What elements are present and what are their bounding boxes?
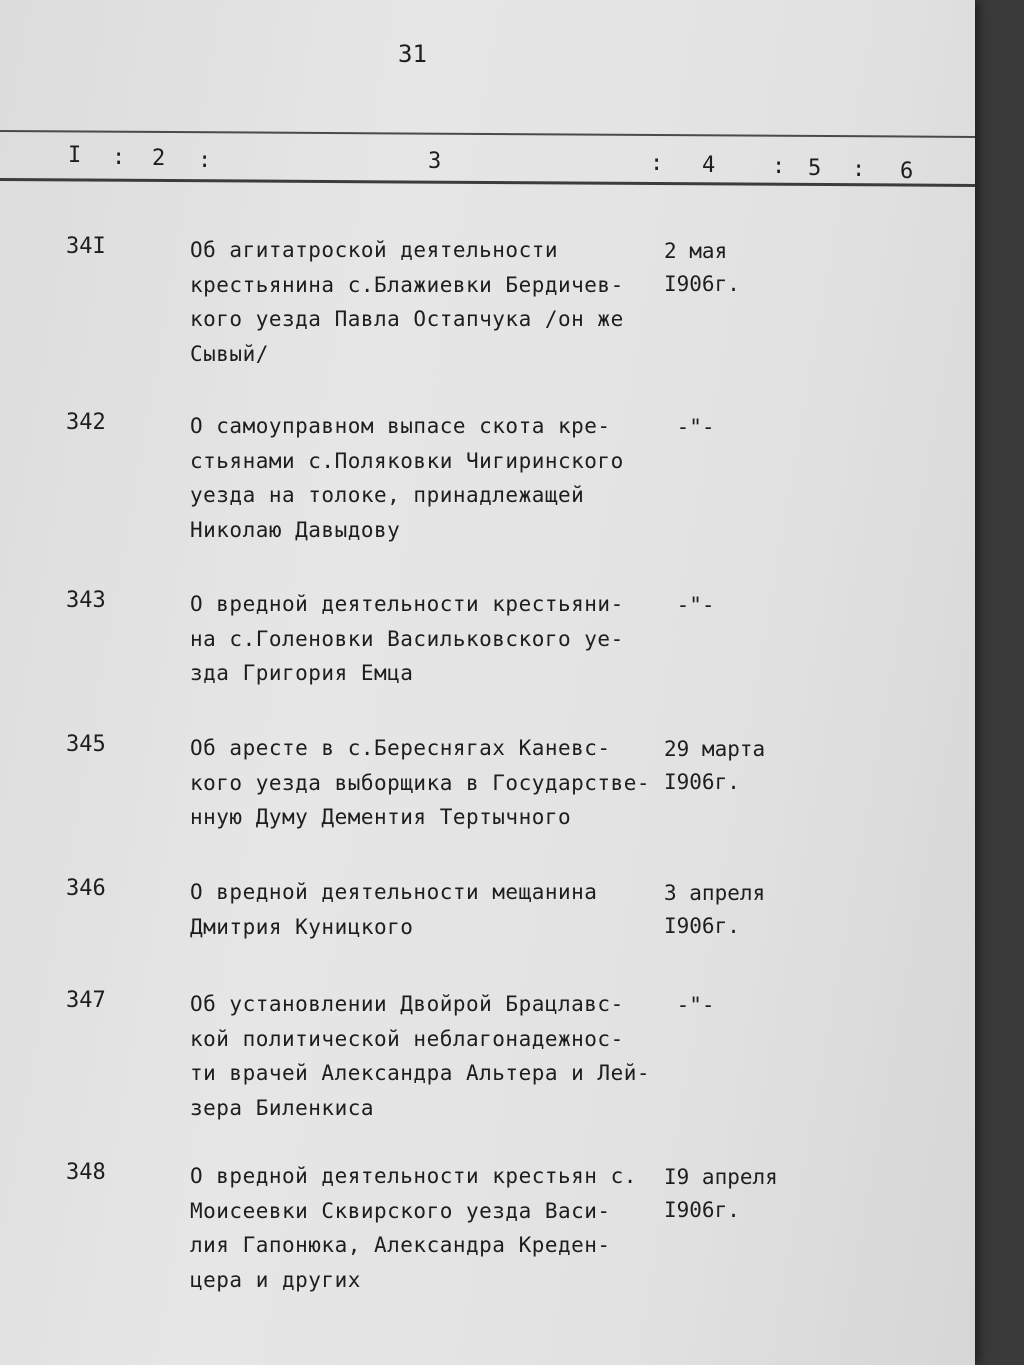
column-header-6: 6 bbox=[900, 159, 914, 184]
column-separator: : bbox=[772, 154, 786, 180]
entry-date-line: I9 апреля bbox=[664, 1165, 778, 1189]
column-separator: : bbox=[198, 147, 212, 173]
entry-date bbox=[664, 1161, 814, 1227]
entry-description bbox=[190, 1159, 670, 1297]
entry-description-line: О самоуправном выпасе скота кре- bbox=[190, 414, 611, 438]
column-header-4: 4 bbox=[702, 152, 716, 178]
column-header-2: 2 bbox=[152, 146, 166, 172]
entry-description-line: Моисеевки Сквирского уезда Васи- bbox=[190, 1198, 611, 1223]
entry-description-line: стьянами с.Поляковки Чигиринского bbox=[190, 448, 624, 473]
entry-date-line: I906г. bbox=[664, 1198, 740, 1222]
entry-date bbox=[664, 411, 814, 444]
entry-date-line: 3 апреля bbox=[664, 881, 766, 905]
entry-description-line: кого уезда выборщика в Государстве- bbox=[190, 770, 651, 795]
entry-date-line: 29 марта bbox=[664, 737, 766, 761]
entry-description-line: крестьянина с.Блажиевки Бердичев- bbox=[190, 272, 624, 297]
entry-description-line: нную Думу Дементия Тертычного bbox=[190, 805, 572, 829]
entry-date bbox=[664, 235, 814, 301]
column-separator: : bbox=[112, 144, 126, 170]
entry-number: 345 bbox=[66, 732, 106, 757]
entry-description bbox=[190, 875, 670, 944]
entry-description-line: Об аресте в с.Береснягах Каневс- bbox=[190, 736, 611, 760]
entry-number: 347 bbox=[66, 988, 106, 1013]
entry-date bbox=[664, 733, 814, 799]
page-number: 31 bbox=[398, 40, 427, 68]
entry-description bbox=[190, 233, 670, 371]
entry-number: 346 bbox=[66, 876, 106, 901]
entry-description bbox=[190, 987, 670, 1125]
entry-date-line: 2 мая bbox=[664, 239, 728, 263]
entry-description-line: ти врачей Александра Альтера и Лей- bbox=[190, 1061, 651, 1085]
entry-description-line: О вредной деятельности мещанина bbox=[190, 880, 598, 904]
entry-date bbox=[664, 877, 814, 943]
entry-description-line: Об агитатроской деятельности bbox=[190, 238, 559, 262]
entry-description bbox=[190, 587, 670, 691]
header-rule-bottom bbox=[0, 178, 975, 187]
entry-description-line: уезда на толоке, принадлежащей bbox=[190, 483, 585, 507]
entry-number: 342 bbox=[66, 410, 106, 435]
entry-description bbox=[190, 731, 670, 835]
entry-description-line: зда Григория Емца bbox=[190, 661, 414, 685]
column-header-5: 5 bbox=[808, 155, 822, 181]
column-separator: : bbox=[852, 157, 866, 183]
entry-description-line: Дмитрия Куницкого bbox=[190, 914, 414, 939]
entry-date-line: I906г. bbox=[664, 770, 740, 794]
entry-number: 343 bbox=[66, 588, 106, 613]
entry-date-line: I906г. bbox=[664, 914, 740, 938]
column-header-I: I bbox=[68, 143, 82, 168]
entry-description-line: зера Биленкиса bbox=[190, 1095, 375, 1120]
entry-number: 348 bbox=[66, 1160, 106, 1185]
entry-description-line: лия Гапонюка, Александра Креден- bbox=[190, 1233, 611, 1257]
entry-description-line: Николаю Давыдову bbox=[190, 517, 401, 542]
entry-date-line: -"- bbox=[664, 415, 715, 439]
entry-date-line: -"- bbox=[664, 593, 715, 617]
entry-date bbox=[664, 589, 814, 622]
entry-date-line: I906г. bbox=[664, 272, 740, 296]
entry-description-line: Сывый/ bbox=[190, 341, 269, 366]
entry-description-line: на с.Голеновки Васильковского уе- bbox=[190, 626, 624, 651]
entry-description-line: О вредной деятельности крестьян с. bbox=[190, 1164, 637, 1188]
entry-description-line: цера и других bbox=[190, 1267, 361, 1292]
entry-description-line: О вредной деятельности крестьяни- bbox=[190, 592, 624, 616]
entry-description bbox=[190, 409, 670, 547]
entry-description-line: кого уезда Павла Остапчука /он же bbox=[190, 307, 624, 331]
entry-date-line: -"- bbox=[664, 993, 715, 1017]
entry-number: 34I bbox=[66, 234, 106, 259]
entry-description-line: Об установлении Двойрой Брацлавс- bbox=[190, 992, 624, 1016]
entry-description-line: кой политической неблагонадежнос- bbox=[190, 1026, 624, 1051]
header-rule-top bbox=[0, 130, 975, 138]
column-header-3: 3 bbox=[428, 149, 442, 175]
entry-date bbox=[664, 989, 814, 1022]
column-separator: : bbox=[650, 151, 664, 176]
